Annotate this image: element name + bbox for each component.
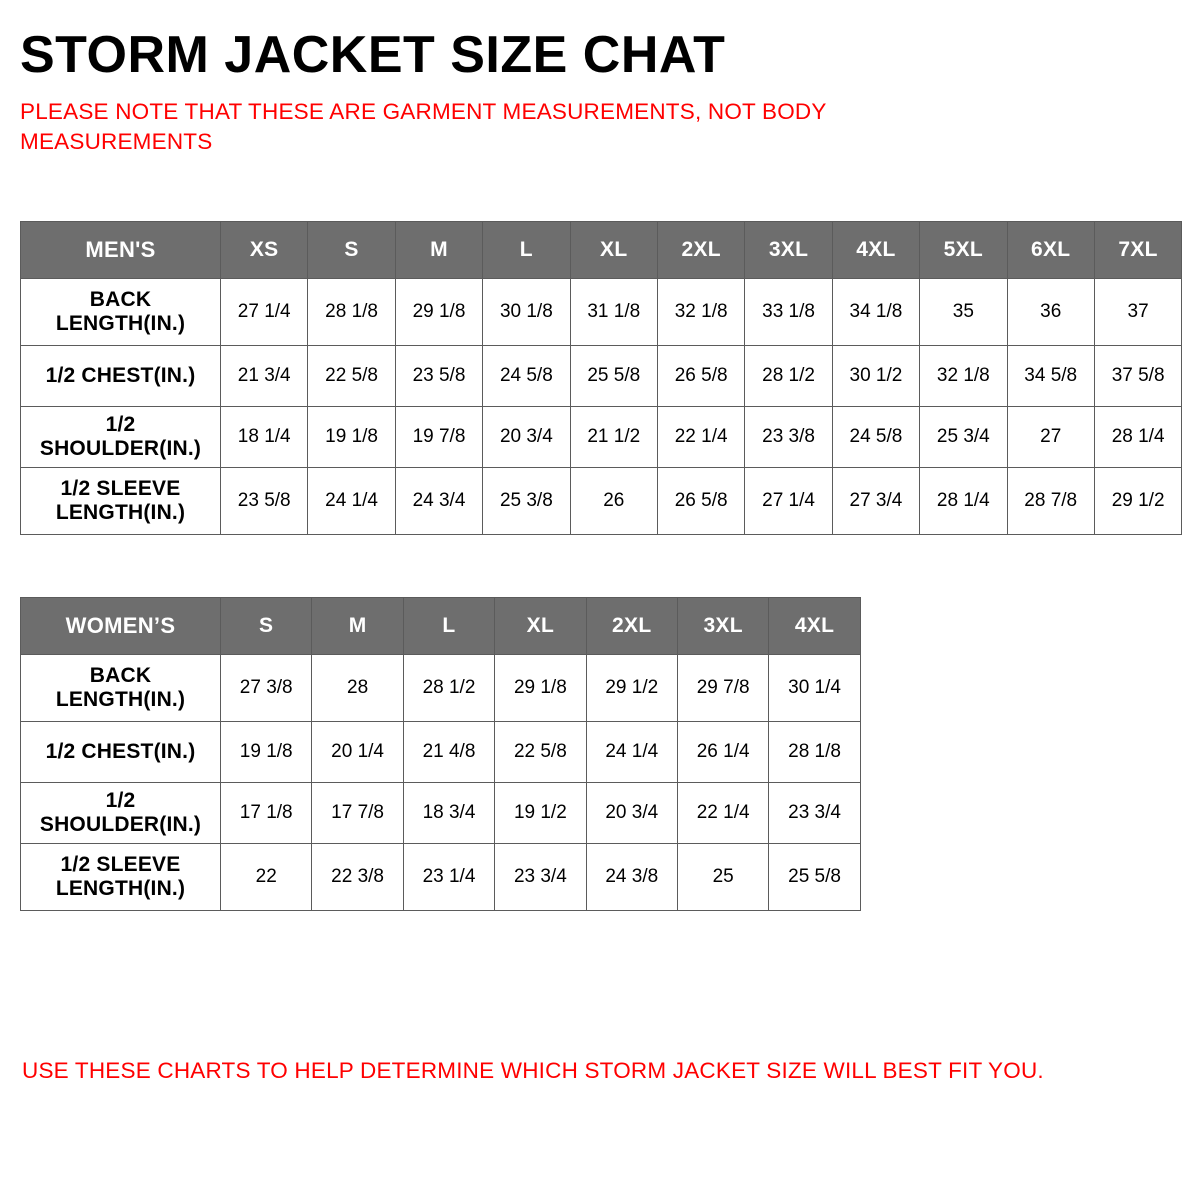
measure-cell: 29 1/8	[395, 279, 482, 346]
measure-cell: 22 3/8	[312, 844, 403, 911]
measure-cell: 23 3/4	[495, 844, 586, 911]
measure-cell: 24 3/8	[586, 844, 677, 911]
mens-size-table-wrapper	[20, 221, 1182, 535]
mens-measure-label: 1/2 CHEST(IN.)	[21, 346, 221, 407]
measure-cell: 28 1/2	[403, 655, 494, 722]
measure-cell: 21 1/2	[570, 407, 657, 468]
measure-cell: 29 1/2	[1094, 468, 1181, 535]
measure-cell: 24 1/4	[586, 722, 677, 783]
bottom-note: USE THESE CHARTS TO HELP DETERMINE WHICH STORM JACKET SIZE WILL BEST FIT YOU.	[22, 1058, 1044, 1083]
measure-cell: 34 5/8	[1007, 346, 1094, 407]
womens-size-table	[20, 597, 861, 911]
mens-measure-label: 1/2 SLEEVE LENGTH(IN.)	[21, 468, 221, 535]
mens-size-header-l: L	[483, 222, 570, 279]
mens-size-header-4xl: 4XL	[832, 222, 919, 279]
measure-cell: 22 1/4	[657, 407, 744, 468]
top-note: PLEASE NOTE THAT THESE ARE GARMENT MEASUREMENTS, NOT BODY MEASUREMENTS	[20, 98, 827, 154]
measure-cell: 19 1/8	[221, 722, 312, 783]
measure-cell: 32 1/8	[657, 279, 744, 346]
womens-measure-label: BACK LENGTH(IN.)	[21, 655, 221, 722]
measure-cell: 22	[221, 844, 312, 911]
measure-cell: 36	[1007, 279, 1094, 346]
measure-cell: 28 1/4	[920, 468, 1007, 535]
womens-size-header-xl: XL	[495, 598, 586, 655]
measure-cell: 28 7/8	[1007, 468, 1094, 535]
measure-cell: 23 5/8	[221, 468, 308, 535]
measure-cell: 22 1/4	[677, 783, 768, 844]
measure-cell: 19 1/8	[308, 407, 395, 468]
measure-cell: 27 3/8	[221, 655, 312, 722]
mens-measure-label: 1/2 SHOULDER(IN.)	[21, 407, 221, 468]
measure-cell: 26	[570, 468, 657, 535]
measure-cell: 19 1/2	[495, 783, 586, 844]
measure-cell: 26 1/4	[677, 722, 768, 783]
table-row	[21, 844, 861, 911]
measure-cell: 25 3/4	[920, 407, 1007, 468]
womens-measure-label: 1/2 SHOULDER(IN.)	[21, 783, 221, 844]
mens-size-header-6xl: 6XL	[1007, 222, 1094, 279]
mens-measure-label: BACK LENGTH(IN.)	[21, 279, 221, 346]
measure-cell: 34 1/8	[832, 279, 919, 346]
measure-cell: 28 1/4	[1094, 407, 1181, 468]
table-row	[21, 655, 861, 722]
mens-size-header-3xl: 3XL	[745, 222, 832, 279]
measure-cell: 30 1/8	[483, 279, 570, 346]
measure-cell: 25 5/8	[769, 844, 860, 911]
measure-cell: 28 1/8	[769, 722, 860, 783]
womens-measure-label: 1/2 SLEEVE LENGTH(IN.)	[21, 844, 221, 911]
measure-cell: 24 5/8	[832, 407, 919, 468]
measure-cell: 28 1/8	[308, 279, 395, 346]
measure-cell: 24 1/4	[308, 468, 395, 535]
measure-cell: 29 1/2	[586, 655, 677, 722]
table-row	[21, 722, 861, 783]
measure-cell: 32 1/8	[920, 346, 1007, 407]
table-row	[21, 346, 1182, 407]
mens-size-header-m: M	[395, 222, 482, 279]
measure-cell: 33 1/8	[745, 279, 832, 346]
mens-table-title: MEN'S	[21, 222, 221, 279]
measure-cell: 18 3/4	[403, 783, 494, 844]
mens-size-header-7xl: 7XL	[1094, 222, 1181, 279]
womens-size-header-3xl: 3XL	[677, 598, 768, 655]
measure-cell: 27	[1007, 407, 1094, 468]
measure-cell: 29 7/8	[677, 655, 768, 722]
measure-cell: 20 1/4	[312, 722, 403, 783]
measure-cell: 27 3/4	[832, 468, 919, 535]
measure-cell: 20 3/4	[483, 407, 570, 468]
measure-cell: 37 5/8	[1094, 346, 1181, 407]
mens-size-header-s: S	[308, 222, 395, 279]
measure-cell: 28 1/2	[745, 346, 832, 407]
measure-cell: 24 5/8	[483, 346, 570, 407]
measure-cell: 27 1/4	[745, 468, 832, 535]
measure-cell: 30 1/4	[769, 655, 860, 722]
womens-size-header-s: S	[221, 598, 312, 655]
measure-cell: 23 3/4	[769, 783, 860, 844]
mens-size-header-5xl: 5XL	[920, 222, 1007, 279]
mens-size-header-xl: XL	[570, 222, 657, 279]
measure-cell: 28	[312, 655, 403, 722]
measure-cell: 25 3/8	[483, 468, 570, 535]
measure-cell: 29 1/8	[495, 655, 586, 722]
table-row	[21, 783, 861, 844]
measure-cell: 17 7/8	[312, 783, 403, 844]
measure-cell: 21 3/4	[221, 346, 308, 407]
measure-cell: 31 1/8	[570, 279, 657, 346]
measure-cell: 20 3/4	[586, 783, 677, 844]
womens-size-header-l: L	[403, 598, 494, 655]
measure-cell: 25 5/8	[570, 346, 657, 407]
measure-cell: 30 1/2	[832, 346, 919, 407]
measure-cell: 23 5/8	[395, 346, 482, 407]
mens-size-header-xs: XS	[221, 222, 308, 279]
measure-cell: 26 5/8	[657, 346, 744, 407]
page-title: STORM JACKET SIZE CHAT	[20, 26, 726, 84]
measure-cell: 18 1/4	[221, 407, 308, 468]
mens-size-header-2xl: 2XL	[657, 222, 744, 279]
measure-cell: 35	[920, 279, 1007, 346]
measure-cell: 24 3/4	[395, 468, 482, 535]
measure-cell: 23 1/4	[403, 844, 494, 911]
measure-cell: 22 5/8	[495, 722, 586, 783]
womens-measure-label: 1/2 CHEST(IN.)	[21, 722, 221, 783]
womens-table-title: WOMEN’S	[21, 598, 221, 655]
table-row	[21, 407, 1182, 468]
table-header-row	[21, 598, 861, 655]
measure-cell: 17 1/8	[221, 783, 312, 844]
measure-cell: 21 4/8	[403, 722, 494, 783]
table-header-row	[21, 222, 1182, 279]
womens-size-header-4xl: 4XL	[769, 598, 860, 655]
womens-size-header-m: M	[312, 598, 403, 655]
womens-size-table-wrapper	[20, 597, 1182, 911]
table-row	[21, 279, 1182, 346]
measure-cell: 19 7/8	[395, 407, 482, 468]
table-row	[21, 468, 1182, 535]
measure-cell: 26 5/8	[657, 468, 744, 535]
measure-cell: 22 5/8	[308, 346, 395, 407]
measure-cell: 27 1/4	[221, 279, 308, 346]
measure-cell: 25	[677, 844, 768, 911]
measure-cell: 23 3/8	[745, 407, 832, 468]
mens-size-table	[20, 221, 1182, 535]
measure-cell: 37	[1094, 279, 1181, 346]
womens-size-header-2xl: 2XL	[586, 598, 677, 655]
